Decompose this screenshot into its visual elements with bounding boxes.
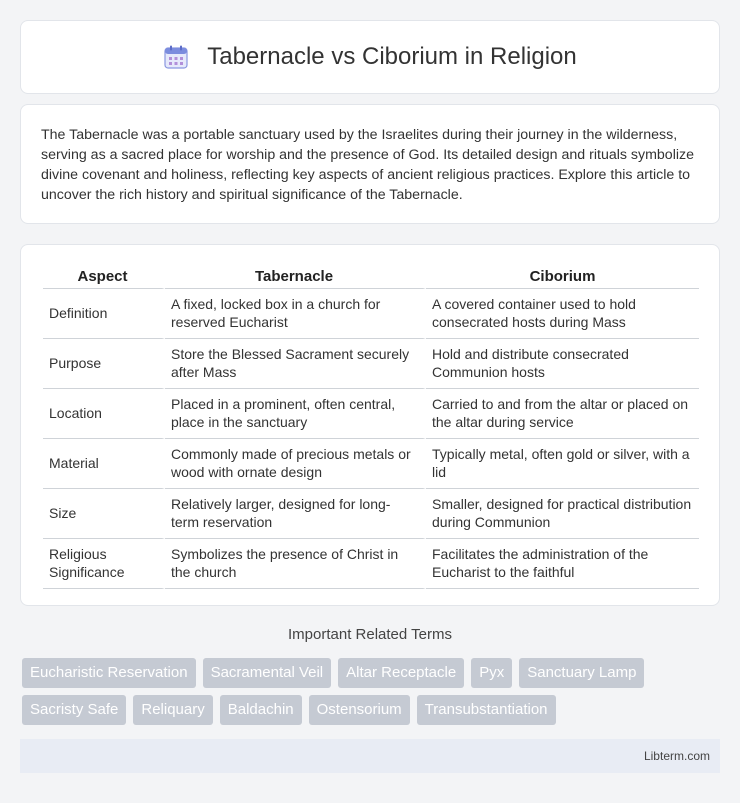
comparison-table	[43, 267, 699, 589]
calendar-icon	[163, 44, 189, 70]
related-term-tag[interactable]: Altar Receptacle	[338, 658, 464, 688]
cell-tabernacle: A fixed, locked box in a church for reserved Eucharist	[165, 289, 426, 339]
cell-tabernacle: Symbolizes the presence of Christ in the church	[165, 539, 426, 589]
intro-text: The Tabernacle was a portable sanctuary used by the Israelites during their journey in the wilderness, serving as a sacred place for worship and the presence of God. Its detailed design and rituals symbolize divine covenant and holiness, reflecting key aspects of ancient religious practices. Explore this article to uncover the rich history and spiritual significance of the Tabernacle.	[41, 127, 694, 203]
cell-tabernacle: Store the Blessed Sacrament securely after Mass	[165, 339, 426, 389]
related-term-tag[interactable]: Eucharistic Reservation	[22, 658, 196, 688]
title-wrap	[163, 43, 577, 71]
cell-aspect: Definition	[43, 289, 165, 339]
cell-ciborium: Facilitates the administration of the Eucharist to the faithful	[426, 539, 699, 589]
table-row	[43, 439, 699, 489]
related-term-tag[interactable]: Pyx	[471, 658, 512, 688]
table-row	[43, 489, 699, 539]
table-row	[43, 289, 699, 339]
related-term-tag[interactable]: Transubstantiation	[417, 695, 556, 725]
related-term-tag[interactable]: Sacristy Safe	[22, 695, 126, 725]
cell-aspect: Size	[43, 489, 165, 539]
cell-aspect: Purpose	[43, 339, 165, 389]
related-term-tag[interactable]: Baldachin	[220, 695, 302, 725]
table-header-row	[43, 267, 699, 289]
cell-aspect: Material	[43, 439, 165, 489]
cell-ciborium: Typically metal, often gold or silver, with a lid	[426, 439, 699, 489]
cell-aspect: Religious Significance	[43, 539, 165, 589]
cell-aspect: Location	[43, 389, 165, 439]
cell-ciborium: Smaller, designed for practical distribution during Communion	[426, 489, 699, 539]
table-row	[43, 339, 699, 389]
footer-site-link[interactable]: Libterm.com	[643, 749, 710, 763]
intro-card	[20, 104, 720, 224]
related-term-tag[interactable]: Sanctuary Lamp	[519, 658, 644, 688]
related-term-tag[interactable]: Sacramental Veil	[203, 658, 332, 688]
title-card	[20, 20, 720, 94]
header-aspect: Aspect	[43, 267, 165, 289]
related-term-tag[interactable]: Reliquary	[133, 695, 212, 725]
header-tabernacle: Tabernacle	[165, 267, 426, 289]
table-row	[43, 389, 699, 439]
related-terms-title: Important Related Terms	[288, 626, 452, 643]
cell-tabernacle: Placed in a prominent, often central, place in the sanctuary	[165, 389, 426, 439]
cell-tabernacle: Commonly made of precious metals or wood with ornate design	[165, 439, 426, 489]
related-terms-list	[22, 658, 722, 725]
comparison-table-card	[20, 244, 720, 606]
table-row	[43, 539, 699, 589]
cell-ciborium: Carried to and from the altar or placed on the altar during service	[426, 389, 699, 439]
page-title: Tabernacle vs Ciborium in Religion	[207, 43, 577, 70]
footer	[20, 739, 720, 773]
cell-tabernacle: Relatively larger, designed for long-term reservation	[165, 489, 426, 539]
cell-ciborium: A covered container used to hold consecrated hosts during Mass	[426, 289, 699, 339]
cell-ciborium: Hold and distribute consecrated Communion hosts	[426, 339, 699, 389]
related-term-tag[interactable]: Ostensorium	[309, 695, 410, 725]
header-ciborium: Ciborium	[426, 267, 699, 289]
